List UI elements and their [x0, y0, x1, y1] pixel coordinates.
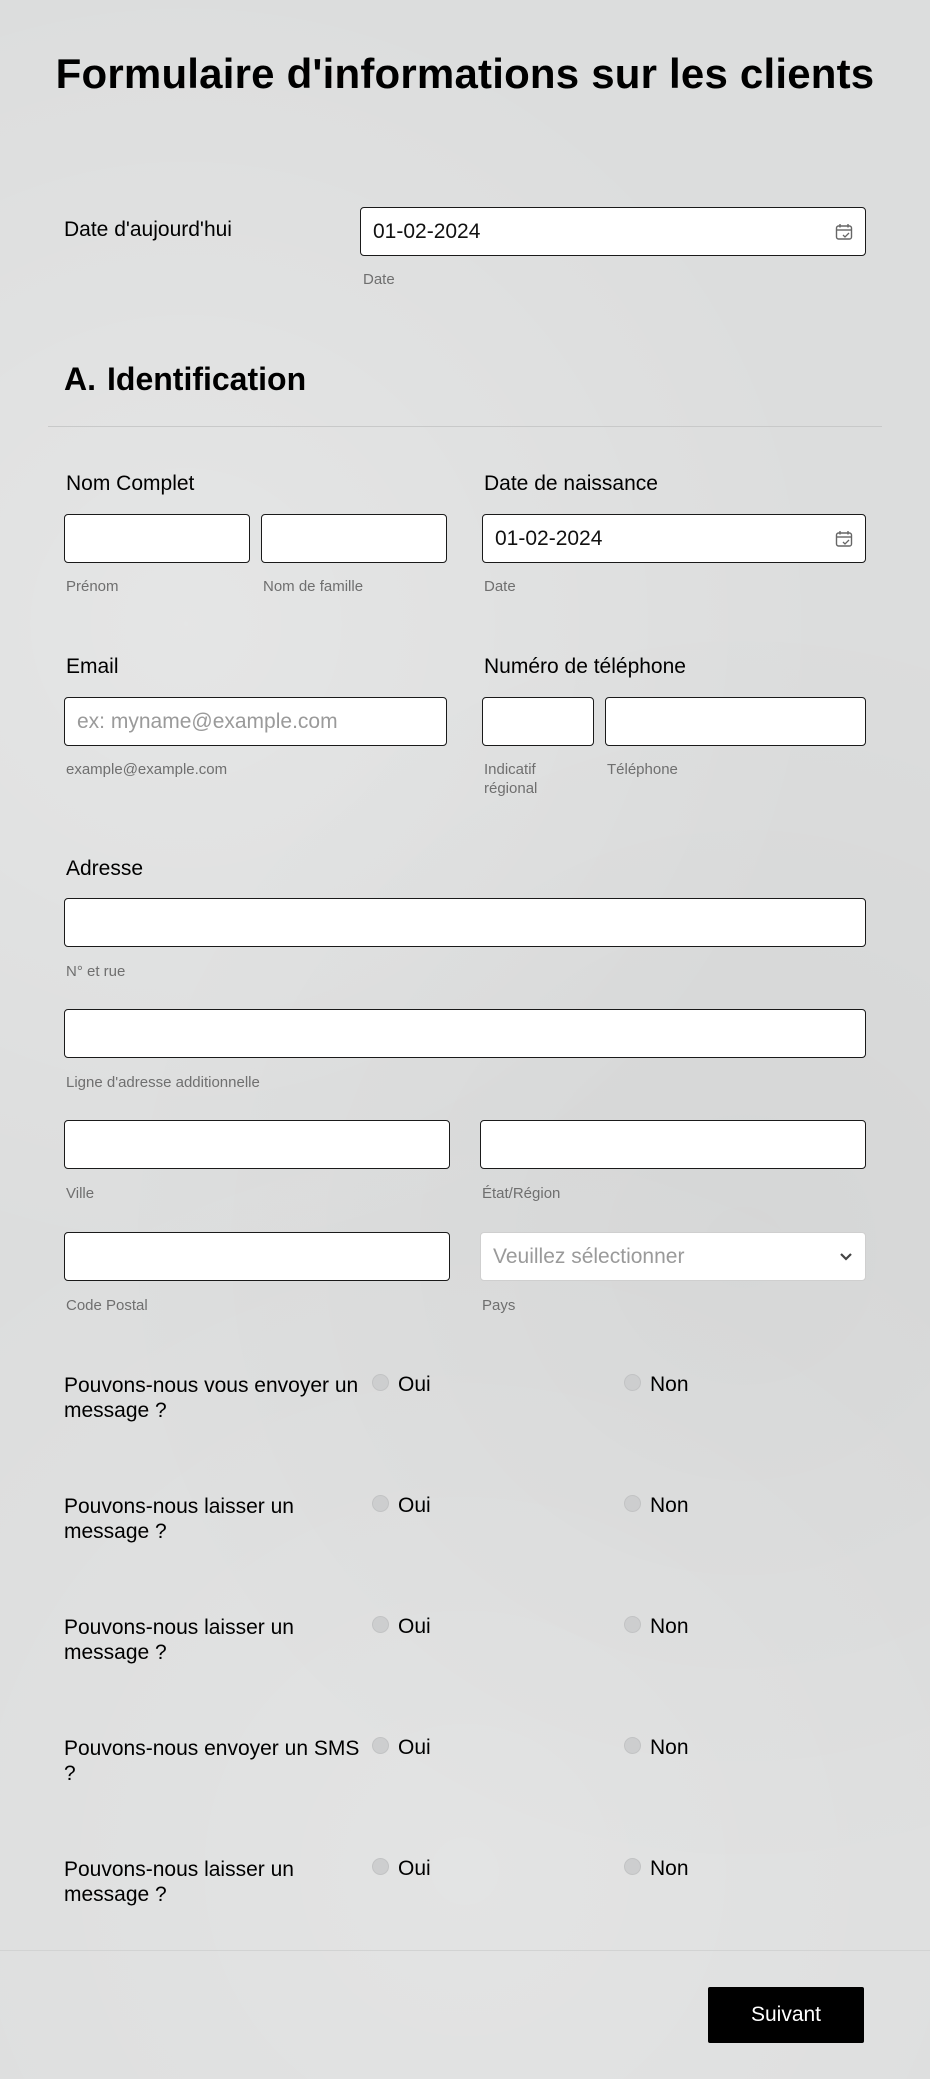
page-title: Formulaire d'informations sur les clients: [55, 50, 875, 97]
question-text: Pouvons-nous laisser un message ?: [64, 1495, 294, 1543]
radio-yes[interactable]: [372, 1857, 431, 1881]
country-sublabel: Pays: [482, 1297, 516, 1314]
radio-no[interactable]: [624, 1615, 689, 1639]
birth-date-label: Date de naissance: [484, 472, 658, 495]
city-sublabel: Ville: [66, 1185, 95, 1202]
zip-sublabel: Code Postal: [66, 1297, 148, 1314]
radio-button[interactable]: [372, 1737, 389, 1754]
address-label: Adresse: [66, 857, 144, 880]
radio-button[interactable]: [372, 1374, 389, 1391]
next-button[interactable]: Suivant: [708, 1987, 864, 2043]
today-date-sublabel: Date: [363, 271, 395, 288]
birth-date-sublabel: Date: [484, 578, 516, 595]
radio-button[interactable]: [624, 1616, 641, 1633]
radio-button[interactable]: [624, 1495, 641, 1512]
calendar-icon[interactable]: [835, 530, 853, 548]
radio-yes[interactable]: [372, 1615, 431, 1639]
email-label: Email: [66, 655, 119, 678]
last-name-input[interactable]: [261, 514, 447, 563]
radio-yes-label: Oui: [398, 1494, 431, 1517]
today-date-value: 01-02-2024: [373, 219, 481, 243]
radio-no-label: Non: [650, 1373, 689, 1396]
radio-no[interactable]: [624, 1494, 689, 1518]
radio-no-label: Non: [650, 1615, 689, 1638]
footer-divider: [0, 1950, 930, 1951]
radio-button[interactable]: [624, 1737, 641, 1754]
section-divider: [48, 426, 882, 427]
state-sublabel: État/Région: [482, 1185, 561, 1202]
street-input[interactable]: [64, 898, 866, 947]
country-select[interactable]: [480, 1232, 866, 1281]
email-field[interactable]: [64, 697, 447, 746]
radio-no-label: Non: [650, 1494, 689, 1517]
birth-date-value: 01-02-2024: [495, 526, 603, 550]
radio-no-label: Non: [650, 1857, 689, 1880]
email-sublabel: example@example.com: [66, 761, 228, 778]
today-date-label: Date d'aujourd'hui: [64, 218, 232, 241]
section-letter: A.: [64, 361, 96, 397]
full-name-label: Nom Complet: [66, 472, 195, 495]
radio-yes[interactable]: [372, 1736, 431, 1760]
street-sublabel: N° et rue: [66, 963, 126, 980]
radio-yes-label: Oui: [398, 1615, 431, 1638]
city-input[interactable]: [64, 1120, 450, 1169]
country-placeholder: Veuillez sélectionner: [493, 1244, 685, 1268]
first-name-sublabel: Prénom: [66, 578, 119, 595]
radio-no[interactable]: [624, 1857, 689, 1881]
area-code-sublabel-line1: Indicatif: [484, 761, 536, 778]
address-line2-sublabel: Ligne d'adresse additionnelle: [66, 1074, 260, 1091]
radio-yes[interactable]: [372, 1373, 431, 1397]
radio-yes-label: Oui: [398, 1736, 431, 1759]
address-line2-input[interactable]: [64, 1009, 866, 1058]
chevron-down-icon: [839, 1252, 853, 1262]
phone-number-input[interactable]: [605, 697, 866, 746]
phone-label: Numéro de téléphone: [484, 655, 686, 678]
section-title: Identification: [107, 361, 307, 397]
calendar-icon[interactable]: [835, 223, 853, 241]
question-text: Pouvons-nous laisser un message ?: [64, 1616, 294, 1664]
radio-button[interactable]: [624, 1374, 641, 1391]
birth-date-field[interactable]: [482, 514, 866, 563]
question-text: Pouvons-nous envoyer un SMS ?: [64, 1737, 360, 1785]
radio-no-label: Non: [650, 1736, 689, 1759]
radio-button[interactable]: [624, 1858, 641, 1875]
radio-button[interactable]: [372, 1495, 389, 1512]
radio-yes-label: Oui: [398, 1857, 431, 1880]
radio-yes[interactable]: [372, 1494, 431, 1518]
question-text: Pouvons-nous laisser un message ?: [64, 1858, 294, 1906]
state-input[interactable]: [480, 1120, 866, 1169]
question-text: Pouvons-nous vous envoyer un message ?: [64, 1374, 359, 1422]
zip-input[interactable]: [64, 1232, 450, 1281]
radio-button[interactable]: [372, 1616, 389, 1633]
today-date-field[interactable]: [360, 207, 866, 256]
area-code-input[interactable]: [482, 697, 594, 746]
radio-button[interactable]: [372, 1858, 389, 1875]
radio-yes-label: Oui: [398, 1373, 431, 1396]
radio-no[interactable]: [624, 1736, 689, 1760]
last-name-sublabel: Nom de famille: [263, 578, 364, 595]
first-name-input[interactable]: [64, 514, 250, 563]
email-placeholder: ex: myname@example.com: [77, 709, 338, 733]
phone-number-sublabel: Téléphone: [607, 761, 678, 778]
area-code-sublabel-line2: régional: [484, 780, 538, 797]
radio-no[interactable]: [624, 1373, 689, 1397]
